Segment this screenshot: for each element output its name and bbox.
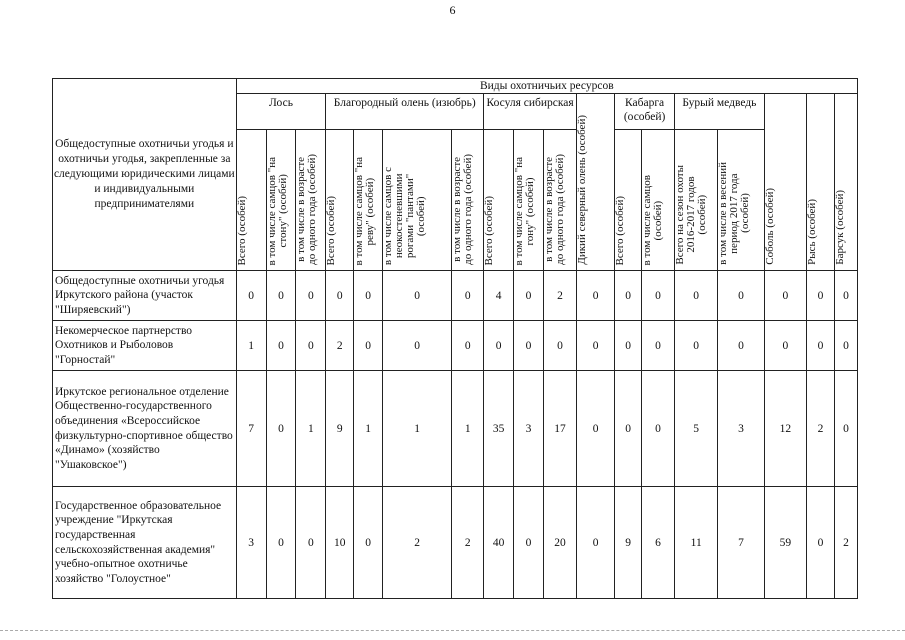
group-header-label: Соболь (особей) [763, 188, 776, 265]
value-cell: 0 [326, 271, 354, 321]
value-cell: 0 [296, 271, 326, 321]
value-cell: 0 [484, 321, 514, 371]
value-cell: 35 [484, 371, 514, 487]
subheader-cell [266, 130, 296, 271]
page-number: 6 [449, 3, 456, 17]
table-body [53, 271, 858, 599]
value-cell: 3 [514, 371, 544, 487]
value-cell: 0 [675, 321, 718, 371]
value-cell: 0 [514, 321, 544, 371]
value-cell: 2 [326, 321, 354, 371]
value-cell: 0 [641, 271, 674, 321]
value-cell: 1 [296, 371, 326, 487]
subheader-label: Всего (особей) [614, 195, 627, 265]
value-cell: 9 [326, 371, 354, 487]
group-header [807, 94, 835, 271]
value-cell: 3 [718, 371, 764, 487]
subheader-label: в том числе в возрасте до одного года (особей) [542, 154, 566, 265]
value-cell: 1 [383, 371, 452, 487]
hunting-resources-table [52, 78, 858, 599]
subheader-label: Всего на сезон охоты 2016-2017 годов (особей) [674, 165, 708, 265]
value-cell: 0 [383, 271, 452, 321]
subheader-cell [236, 130, 266, 271]
value-cell: 17 [543, 371, 576, 487]
subheader-cell [383, 130, 452, 271]
value-cell: 2 [452, 487, 484, 599]
value-cell: 0 [354, 487, 383, 599]
value-cell: 0 [764, 271, 806, 321]
subheader-cell [675, 130, 718, 271]
value-cell: 2 [543, 271, 576, 321]
row-name: Некомерческое партнерство Охотников и Рыболовов "Горностай" [53, 321, 237, 371]
value-cell: 10 [326, 487, 354, 599]
group-header-label: Барсук (особей) [833, 190, 846, 265]
table-row [53, 321, 858, 371]
subheader-label: в том числе в возрасте до одного года (особей) [451, 154, 475, 265]
subheader-label: в том числе в возрасте до одного года (особей) [295, 154, 319, 265]
value-cell: 0 [718, 321, 764, 371]
value-cell: 0 [615, 371, 642, 487]
value-cell: 9 [615, 487, 642, 599]
group-header: Бурый медведь [675, 94, 765, 130]
first-column-header: Общедоступные охотничьи угодья и охотничьи угодья, закрепленные за следующими юридическими лицами и индивидуальными предпринимателями [53, 79, 237, 271]
value-cell: 0 [452, 321, 484, 371]
group-header: Кабарга (особей) [615, 94, 675, 130]
value-cell: 7 [236, 371, 266, 487]
value-cell: 0 [266, 321, 296, 371]
subheader-cell [641, 130, 674, 271]
subheader-label: в том числе в весений период 2017 года (особей) [717, 162, 752, 265]
value-cell: 12 [764, 371, 806, 487]
subheader-cell [514, 130, 544, 271]
value-cell: 0 [764, 321, 806, 371]
value-cell: 0 [266, 487, 296, 599]
value-cell: 0 [354, 271, 383, 321]
value-cell: 2 [834, 487, 857, 599]
subheader-label: Всего (особей) [325, 195, 338, 265]
value-cell: 0 [514, 487, 544, 599]
group-header-label: Рысь (особей) [806, 199, 819, 265]
subheader-label: в том числе самцов (особей) [640, 174, 664, 265]
subheader-label: Всего (особей) [483, 195, 496, 265]
value-cell: 0 [641, 371, 674, 487]
value-cell: 1 [452, 371, 484, 487]
subheader-cell [452, 130, 484, 271]
value-cell: 40 [484, 487, 514, 599]
table-row [53, 371, 858, 487]
value-cell: 20 [543, 487, 576, 599]
value-cell: 0 [296, 321, 326, 371]
value-cell: 0 [514, 271, 544, 321]
subheader-cell [354, 130, 383, 271]
row-name: Государственное образовательное учреждение "Иркутская государственная сельскохозяйственная академия" учебно-опытное охотничье хозяйство "Голоустное" [53, 487, 237, 599]
value-cell: 2 [383, 487, 452, 599]
value-cell: 0 [641, 321, 674, 371]
subheader-cell [296, 130, 326, 271]
value-cell: 6 [641, 487, 674, 599]
value-cell: 0 [675, 271, 718, 321]
value-cell: 7 [718, 487, 764, 599]
value-cell: 3 [236, 487, 266, 599]
value-cell: 59 [764, 487, 806, 599]
value-cell: 1 [354, 371, 383, 487]
value-cell: 0 [354, 321, 383, 371]
value-cell: 0 [383, 321, 452, 371]
row-name: Общедоступные охотничьи угодья Иркутского района (участок "Ширяевский") [53, 271, 237, 321]
subheader-label: Всего (особей) [235, 195, 248, 265]
subheader-label: в том числе самцов с неокостеневшими рогами "пантами" (особей) [382, 166, 428, 265]
subheader-cell [543, 130, 576, 271]
value-cell: 0 [834, 371, 857, 487]
group-header [764, 94, 806, 271]
value-cell: 2 [807, 371, 835, 487]
value-cell: 4 [484, 271, 514, 321]
table-row [53, 271, 858, 321]
subheader-label: в том числе самцов "на гону" (особей) [513, 156, 537, 265]
subheader-label: в том числе самцов "на стону" (особей) [265, 156, 289, 265]
value-cell: 0 [296, 487, 326, 599]
group-header: Благородный олень (изюбрь) [326, 94, 484, 130]
value-cell: 0 [615, 271, 642, 321]
value-cell: 0 [807, 321, 835, 371]
value-cell: 11 [675, 487, 718, 599]
page-edge-dashed-line [0, 630, 905, 631]
group-header: Косуля сибирская [484, 94, 577, 130]
group-header [577, 94, 615, 271]
value-cell: 0 [543, 321, 576, 371]
value-cell: 0 [577, 487, 615, 599]
value-cell: 0 [266, 371, 296, 487]
row-name: Иркутское региональное отделение Общественно-государственного объединения «Всероссийское физкультурно-спортивное общество «Динамо» (хозяйство "Ушаковское") [53, 371, 237, 487]
value-cell: 0 [807, 487, 835, 599]
table-row [53, 487, 858, 599]
table-title: Виды охотничьих ресурсов [236, 79, 857, 94]
subheader-label: в том числе самцов "на реву" (особей) [353, 156, 377, 265]
value-cell: 0 [266, 271, 296, 321]
value-cell: 0 [452, 271, 484, 321]
value-cell: 0 [834, 321, 857, 371]
subheader-cell [484, 130, 514, 271]
subheader-cell [326, 130, 354, 271]
value-cell: 0 [577, 321, 615, 371]
value-cell: 0 [615, 321, 642, 371]
value-cell: 0 [577, 271, 615, 321]
value-cell: 5 [675, 371, 718, 487]
value-cell: 0 [834, 271, 857, 321]
group-header [834, 94, 857, 271]
value-cell: 0 [577, 371, 615, 487]
subheader-cell [718, 130, 764, 271]
group-header-label: Дикий северный олень (особей) [576, 115, 588, 265]
value-cell: 0 [236, 271, 266, 321]
value-cell: 0 [807, 271, 835, 321]
value-cell: 0 [718, 271, 764, 321]
group-header: Лось [236, 94, 326, 130]
value-cell: 1 [236, 321, 266, 371]
subheader-cell [615, 130, 642, 271]
